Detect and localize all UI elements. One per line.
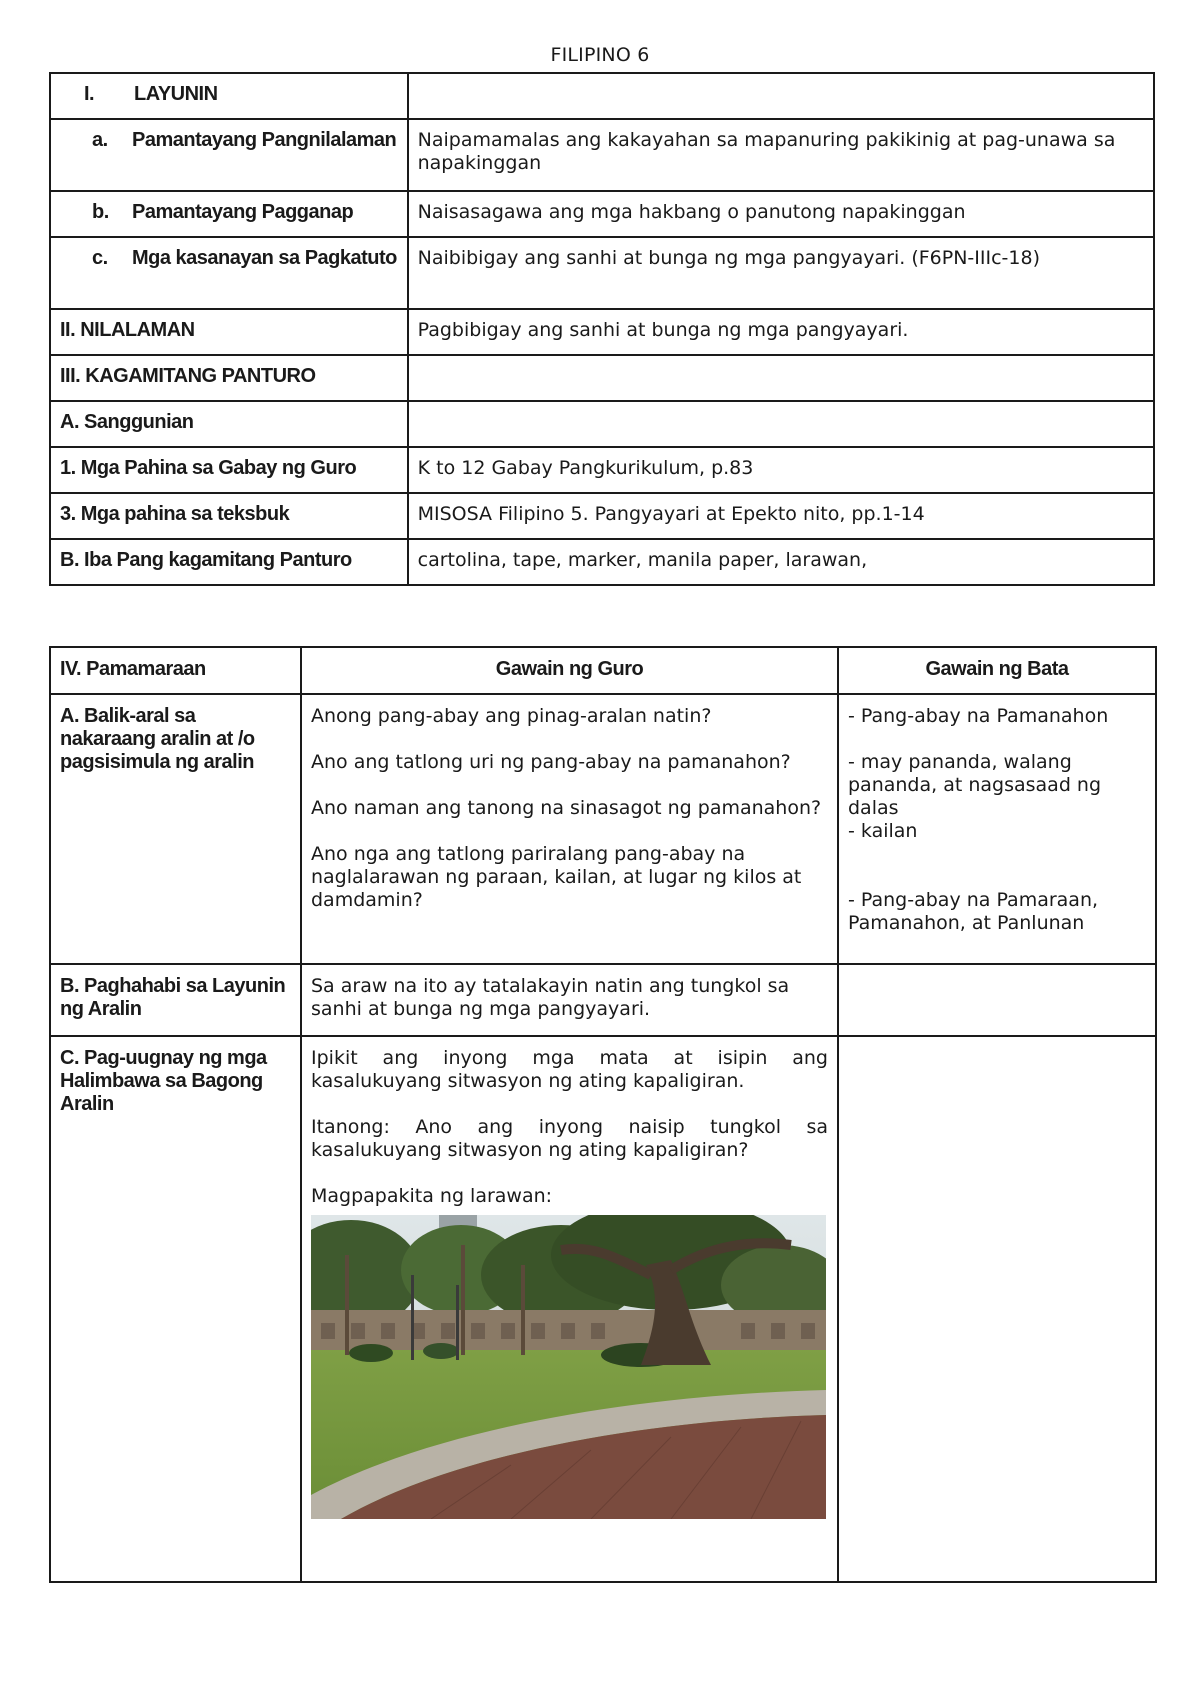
table-row <box>50 401 1154 447</box>
table-row <box>50 191 1154 237</box>
header-pamamaraan: IV. Pamamaraan <box>50 647 301 694</box>
pagganap-label-cell <box>50 191 408 237</box>
header-gawain-bata: Gawain ng Bata <box>838 647 1156 694</box>
item-marker: I. <box>84 83 95 105</box>
procedure-table <box>49 646 1157 1583</box>
guro-line: Itanong: Ano ang inyong naisip tungkol sa kasalukuyang sitwasyon ng ating kapaligiran? <box>311 1116 828 1161</box>
guro-line: Magpapakita ng larawan: <box>311 1185 553 1207</box>
row-b-guro: Sa araw na ito ay tatalakayin natin ang tungkol sa sanhi at bunga ng mga pangyayari. <box>301 964 838 1036</box>
table-row <box>50 694 1156 964</box>
empty-cell <box>408 355 1154 401</box>
empty-cell <box>408 401 1154 447</box>
header-gawain-guro: Gawain ng Guro <box>301 647 838 694</box>
table-row <box>50 309 1154 355</box>
teksbuk-label: 3. Mga pahina sa teksbuk <box>50 493 408 539</box>
table-row <box>50 237 1154 309</box>
row-a-bata-cell <box>838 694 1156 964</box>
iba-value: cartolina, tape, marker, manila paper, larawan, <box>408 539 1154 585</box>
table-row <box>50 493 1154 539</box>
row-c-guro-cell <box>301 1036 838 1582</box>
empty-cell <box>838 1036 1156 1582</box>
nilalaman-label: II. NILALAMAN <box>50 309 408 355</box>
guro-line: Ano nga ang tatlong pariralang pang-abay na naglalarawan ng paraan, kailan, at lugar ng kilos at damdamin? <box>311 843 802 911</box>
guro-line: Anong pang-abay ang pinag-aralan natin? <box>311 705 712 727</box>
guro-line: Ipikit ang inyong mga mata at isipin ang kasalukuyang sitwasyon ng ating kapaligiran. <box>311 1047 828 1092</box>
kasanayan-value: Naibibigay ang sanhi at bunga ng mga pangyayari. (F6PN-IIIc-18) <box>408 237 1154 309</box>
nilalaman-value: Pagbibigay ang sanhi at bunga ng mga pangyayari. <box>408 309 1154 355</box>
table-row <box>50 1036 1156 1582</box>
sanggunian-label: A. Sanggunian <box>50 401 408 447</box>
empty-cell <box>408 73 1154 119</box>
table-row <box>50 355 1154 401</box>
iba-label: B. Iba Pang kagamitang Panturo <box>50 539 408 585</box>
layunin-cell <box>50 73 408 119</box>
item-marker: b. <box>92 201 109 223</box>
layunin-label: LAYUNIN <box>134 83 218 105</box>
kasanayan-label-cell <box>50 237 408 309</box>
empty-cell <box>838 964 1156 1036</box>
bata-line: - Pang-abay na Pamaraan, Pamanahon, at Panlunan <box>848 889 1099 934</box>
guro-line: Ano ang tatlong uri ng pang-abay na pamanahon? <box>311 751 791 773</box>
guro-line: Ano naman ang tanong na sinasagot ng pamanahon? <box>311 797 822 819</box>
table-header-row <box>50 647 1156 694</box>
kagamitan-label: III. KAGAMITANG PANTURO <box>50 355 408 401</box>
table-row <box>50 447 1154 493</box>
bata-line: - may pananda, walang pananda, at nagsasaad ng dalas <box>848 751 1102 819</box>
gabay-label: 1. Mga Pahina sa Gabay ng Guro <box>50 447 408 493</box>
pangnilalaman-value: Naipamamalas ang kakayahan sa mapanuring pakikinig at pag-unawa sa napakinggan <box>408 119 1154 191</box>
teksbuk-value: MISOSA Filipino 5. Pangyayari at Epekto nito, pp.1-14 <box>408 493 1154 539</box>
item-marker: a. <box>92 129 108 151</box>
table-row <box>50 964 1156 1036</box>
table-row <box>50 539 1154 585</box>
park-photo <box>311 1215 826 1519</box>
row-a-guro-cell <box>301 694 838 964</box>
bata-line: - kailan <box>848 820 918 842</box>
item-marker: c. <box>92 247 108 269</box>
document-title: FILIPINO 6 <box>550 44 650 66</box>
bata-line: - Pang-abay na Pamanahon <box>848 705 1109 727</box>
pangnilalaman-label-cell <box>50 119 408 191</box>
pangnilalaman-label: Pamantayang Pangnilalaman <box>132 129 397 151</box>
row-a-label: A. Balik-aral sa nakaraang aralin at /o pagsisimula ng aralin <box>50 694 301 964</box>
park-photo-image <box>311 1215 826 1519</box>
objectives-table <box>49 72 1155 586</box>
row-c-label: C. Pag-uugnay ng mga Halimbawa sa Bagong Aralin <box>50 1036 301 1582</box>
table-row <box>50 119 1154 191</box>
gabay-value: K to 12 Gabay Pangkurikulum, p.83 <box>408 447 1154 493</box>
pagganap-value: Naisasagawa ang mga hakbang o panutong napakinggan <box>408 191 1154 237</box>
pagganap-label: Pamantayang Pagganap <box>132 201 354 223</box>
row-b-label: B. Paghahabi sa Layunin ng Aralin <box>50 964 301 1036</box>
table-row <box>50 73 1154 119</box>
kasanayan-label: Mga kasanayan sa Pagkatuto <box>132 247 397 269</box>
